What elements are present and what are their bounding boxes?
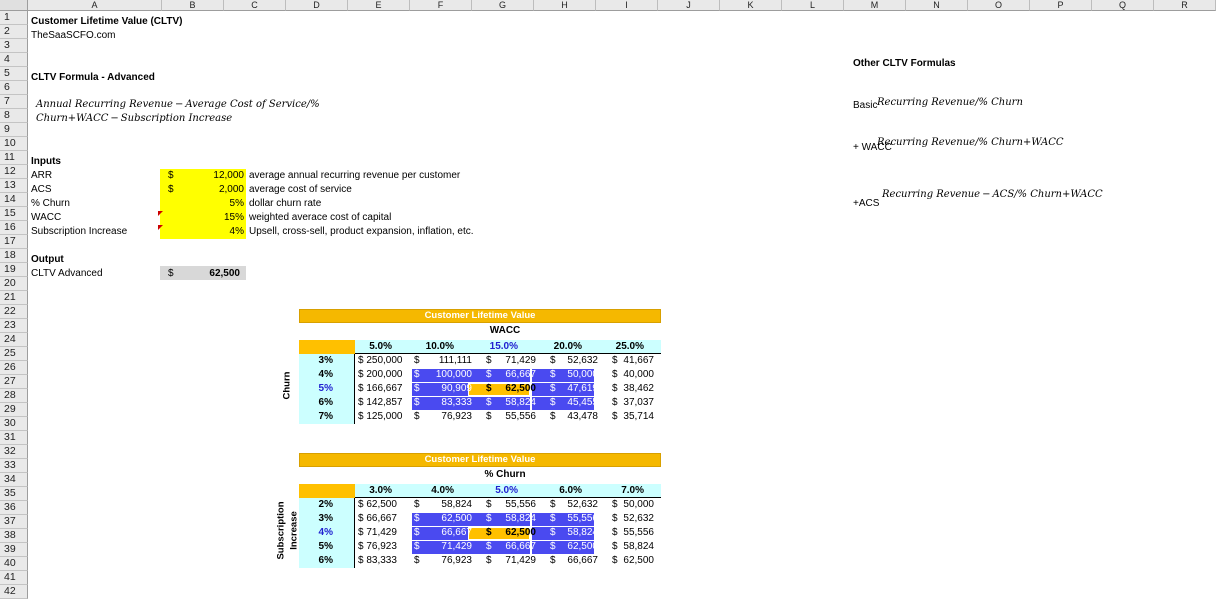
table1-column-header: 25.0% [615, 341, 644, 352]
table1-value-cell[interactable]: 43,478 [567, 411, 598, 422]
table2-value-cell[interactable]: $ [612, 555, 618, 566]
output-label: CLTV Advanced [31, 268, 103, 279]
column-header[interactable]: K [720, 0, 782, 11]
table1-row-header: 5% [318, 383, 333, 394]
table1-value-cell[interactable]: $ [486, 411, 492, 422]
table2-banner: Customer Lifetime Value [299, 453, 661, 467]
row-header[interactable]: 41 [0, 571, 28, 585]
table2-column-header: 6.0% [559, 485, 582, 496]
table1-value-cell[interactable]: 55,556 [505, 411, 536, 422]
table2-row-header: 6% [318, 555, 333, 566]
table1-column-header: 5.0% [369, 341, 392, 352]
table2-value-cell[interactable]: 52,632 [623, 513, 654, 524]
input-label: Subscription Increase [31, 226, 128, 237]
table1-column-header: 15.0% [489, 341, 518, 352]
table1-value-cell[interactable]: $ [414, 369, 420, 380]
column-header[interactable]: E [348, 0, 410, 11]
row-header[interactable]: 16 [0, 221, 28, 235]
row-header[interactable]: 26 [0, 361, 28, 375]
table2-value-cell[interactable]: 71,429 [505, 555, 536, 566]
output-heading: Output [31, 254, 64, 265]
formula-heading: CLTV Formula - Advanced [31, 72, 155, 83]
table2-value-cell[interactable]: $ [486, 527, 492, 538]
table2-row-header: 2% [318, 499, 333, 510]
other-basic-label: Basic [853, 100, 878, 111]
other-acs-label: +ACS [853, 198, 880, 209]
row-header[interactable]: 42 [0, 585, 28, 599]
table2-value-cell[interactable]: 66,667 [441, 527, 472, 538]
table2-value-cell[interactable]: 66,667 [505, 541, 536, 552]
row-header[interactable]: 36 [0, 501, 28, 515]
table2-corner-cell [299, 484, 355, 498]
table2-row-header: 5% [318, 541, 333, 552]
table2-value-cell[interactable]: $ 71,429 [358, 527, 397, 538]
table2-value-cell[interactable]: 52,632 [567, 499, 598, 510]
table1-value-cell[interactable]: $ [486, 355, 492, 366]
table2-side-label-1: Subscription [275, 501, 287, 560]
table1-value-cell[interactable]: $ [550, 397, 556, 408]
row-header[interactable]: 33 [0, 459, 28, 473]
table2-value-cell[interactable]: 76,923 [441, 555, 472, 566]
table2-value-cell[interactable]: $ [486, 541, 492, 552]
row-header[interactable]: 29 [0, 403, 28, 417]
table2-row-header: 3% [318, 513, 333, 524]
table1-value-cell[interactable]: $ [612, 369, 618, 380]
table1-value-cell[interactable]: 71,429 [505, 355, 536, 366]
row-header[interactable]: 35 [0, 487, 28, 501]
row-header[interactable]: 11 [0, 151, 28, 165]
column-header[interactable]: Q [1092, 0, 1154, 11]
row-header[interactable]: 25 [0, 347, 28, 361]
table2-value-cell[interactable]: $ [612, 513, 618, 524]
table2-value-cell[interactable]: 55,556 [623, 527, 654, 538]
output-dollar: $ [168, 268, 174, 279]
table1-value-cell[interactable]: 41,667 [623, 355, 654, 366]
column-header[interactable]: D [286, 0, 348, 11]
table2-value-cell[interactable]: 58,824 [623, 541, 654, 552]
table2-value-cell[interactable]: 55,556 [505, 499, 536, 510]
column-header[interactable]: C [224, 0, 286, 11]
table1-row-header: 4% [318, 369, 333, 380]
table2-column-header: 3.0% [369, 485, 392, 496]
table1-value-cell[interactable]: 62,500 [505, 383, 536, 394]
sheet-title: Customer Lifetime Value (CLTV) [31, 16, 183, 27]
table1-value-cell[interactable]: 47,619 [567, 383, 598, 394]
input-value[interactable]: 12,000 [213, 170, 244, 181]
table1-row-header: 6% [318, 397, 333, 408]
table1-value-cell[interactable]: $ [414, 411, 420, 422]
other-wacc-label: + WACC [853, 142, 892, 153]
column-header[interactable]: J [658, 0, 720, 11]
input-value[interactable]: 15% [223, 212, 244, 223]
input-label: WACC [31, 212, 62, 223]
other-acs-formula: Recurring Revenue − ACS/% Churn+WACC [882, 189, 1103, 200]
formula-line-2: Churn+WACC − Subscription Increase [36, 113, 233, 124]
table1-value-cell[interactable]: 83,333 [441, 397, 472, 408]
column-header[interactable]: M [844, 0, 906, 11]
row-header[interactable]: 27 [0, 375, 28, 389]
table2-value-cell[interactable]: 58,824 [567, 527, 598, 538]
table2-value-cell[interactable]: 58,824 [441, 499, 472, 510]
table2-value-cell[interactable]: $ [550, 541, 556, 552]
column-header[interactable]: R [1154, 0, 1216, 11]
table1-column-header: 20.0% [553, 341, 582, 352]
table2-value-cell[interactable]: 62,500 [441, 513, 472, 524]
table1-value-cell[interactable]: $ [414, 383, 420, 394]
table1-value-cell[interactable]: 40,000 [623, 369, 654, 380]
input-description: dollar churn rate [249, 198, 322, 209]
table2-value-cell[interactable]: 50,000 [623, 499, 654, 510]
row-header[interactable]: 31 [0, 431, 28, 445]
table1-value-cell[interactable]: $ [550, 355, 556, 366]
row-header[interactable]: 40 [0, 557, 28, 571]
table1-value-cell[interactable]: $ [550, 411, 556, 422]
row-header[interactable]: 1 [0, 11, 28, 25]
table2-value-cell[interactable]: $ [414, 555, 420, 566]
row-header[interactable]: 7 [0, 95, 28, 109]
table1-value-cell[interactable]: 38,462 [623, 383, 654, 394]
input-description: average annual recurring revenue per customer [249, 170, 461, 181]
table1-value-cell[interactable]: $ [486, 383, 492, 394]
input-dollar: $ [168, 170, 174, 181]
table1-value-cell[interactable]: 52,632 [567, 355, 598, 366]
table2-value-cell[interactable]: $ [550, 527, 556, 538]
row-header[interactable]: 9 [0, 123, 28, 137]
column-header[interactable]: I [596, 0, 658, 11]
row-header[interactable]: 19 [0, 263, 28, 277]
input-description: weighted averace cost of capital [249, 212, 392, 223]
table2-axis-label: % Churn [484, 469, 526, 480]
table1-value-cell[interactable]: $ [550, 383, 556, 394]
table2-row-header: 4% [318, 527, 333, 538]
output-value: 62,500 [209, 268, 240, 279]
table1-value-cell[interactable]: 100,000 [435, 369, 472, 380]
row-header[interactable]: 22 [0, 305, 28, 319]
table1-value-cell[interactable]: 35,714 [623, 411, 654, 422]
table1-banner: Customer Lifetime Value [299, 309, 661, 323]
column-header[interactable]: F [410, 0, 472, 11]
table2-value-cell[interactable]: 66,667 [567, 555, 598, 566]
table1-column-header: 10.0% [425, 341, 454, 352]
table1-value-cell[interactable]: $ [486, 369, 492, 380]
table1-value-cell[interactable]: $ [612, 411, 618, 422]
table1-row-header: 7% [318, 411, 333, 422]
comment-indicator-wacc[interactable] [158, 211, 163, 216]
table1-value-cell[interactable]: 90,909 [441, 383, 472, 394]
table1-value-cell[interactable]: $ [550, 369, 556, 380]
table1-value-cell[interactable]: $ [612, 355, 618, 366]
row-header[interactable]: 2 [0, 25, 28, 39]
table1-value-cell[interactable]: 45,455 [567, 397, 598, 408]
row-header[interactable]: 34 [0, 473, 28, 487]
row-header[interactable]: 21 [0, 291, 28, 305]
table2-value-cell[interactable]: 62,500 [623, 555, 654, 566]
input-label: % Churn [31, 198, 70, 209]
table2-value-cell[interactable]: $ [612, 541, 618, 552]
table1-value-cell[interactable]: 111,111 [438, 355, 472, 366]
other-wacc-formula: Recurring Revenue/% Churn+WACC [877, 137, 1064, 148]
formula-line-1: Annual Recurring Revenue − Average Cost of Service/% [36, 99, 320, 110]
column-header[interactable]: G [472, 0, 534, 11]
sheet-source: TheSaaSCFO.com [31, 30, 116, 41]
input-dollar: $ [168, 184, 174, 195]
table1-axis-label: WACC [489, 325, 521, 336]
table2-value-cell[interactable]: $ [550, 555, 556, 566]
table2-value-cell[interactable]: 71,429 [441, 541, 472, 552]
row-header[interactable]: 6 [0, 81, 28, 95]
row-header[interactable]: 13 [0, 179, 28, 193]
select-all-corner[interactable] [0, 0, 28, 11]
row-header[interactable]: 38 [0, 529, 28, 543]
table2-value-cell[interactable]: $ 62,500 [358, 499, 397, 510]
input-value[interactable]: 5% [229, 198, 244, 209]
table1-value-cell[interactable]: 66,667 [505, 369, 536, 380]
table1-value-cell[interactable]: $ 166,667 [358, 383, 403, 394]
table1-value-cell[interactable]: 50,000 [567, 369, 598, 380]
row-header[interactable]: 28 [0, 389, 28, 403]
table1-value-cell[interactable]: $ [414, 355, 420, 366]
input-value[interactable]: 2,000 [218, 184, 244, 195]
row-header[interactable]: 3 [0, 39, 28, 53]
table1-corner-cell [299, 340, 355, 354]
row-header[interactable]: 5 [0, 67, 28, 81]
table2-value-cell[interactable]: 58,824 [505, 513, 536, 524]
other-formulas-heading: Other CLTV Formulas [853, 58, 956, 69]
table2-column-header: 4.0% [431, 485, 454, 496]
row-header[interactable]: 32 [0, 445, 28, 459]
row-header[interactable]: 24 [0, 333, 28, 347]
column-header[interactable]: L [782, 0, 844, 11]
row-header[interactable]: 15 [0, 207, 28, 221]
row-header[interactable]: 10 [0, 137, 28, 151]
table1-value-cell[interactable]: 58,824 [505, 397, 536, 408]
row-header[interactable]: 14 [0, 193, 28, 207]
table2-value-cell[interactable]: $ 76,923 [358, 541, 397, 552]
row-header[interactable]: 12 [0, 165, 28, 179]
row-header[interactable]: 39 [0, 543, 28, 557]
table1-value-cell[interactable]: $ 200,000 [358, 369, 403, 380]
inputs-heading: Inputs [31, 156, 61, 167]
column-header[interactable]: B [162, 0, 224, 11]
table2-column-header: 7.0% [621, 485, 644, 496]
table2-value-cell[interactable]: $ [414, 541, 420, 552]
input-description: average cost of service [249, 184, 352, 195]
row-header[interactable]: 30 [0, 417, 28, 431]
row-header[interactable]: 20 [0, 277, 28, 291]
input-value[interactable]: 4% [229, 226, 244, 237]
row-header[interactable]: 18 [0, 249, 28, 263]
table2-value-cell[interactable]: $ 66,667 [358, 513, 397, 524]
table2-value-cell[interactable]: $ [414, 527, 420, 538]
table2-value-cell[interactable]: $ 83,333 [358, 555, 397, 566]
row-header[interactable]: 8 [0, 109, 28, 123]
table1-value-cell[interactable]: $ 250,000 [358, 355, 403, 366]
table2-value-cell[interactable]: $ [486, 499, 492, 510]
input-label: ARR [31, 170, 53, 181]
row-header[interactable]: 23 [0, 319, 28, 333]
column-header[interactable]: A [28, 0, 162, 11]
table1-value-cell[interactable]: $ [612, 397, 618, 408]
table2-value-cell[interactable]: 62,500 [567, 541, 598, 552]
table2-value-cell[interactable]: $ [414, 499, 420, 510]
table1-value-cell[interactable]: 76,923 [441, 411, 472, 422]
table2-value-cell[interactable]: $ [550, 513, 556, 524]
other-basic-formula: Recurring Revenue/% Churn [877, 97, 1023, 108]
table2-value-cell[interactable]: $ [612, 499, 618, 510]
table1-value-cell[interactable]: $ 125,000 [358, 411, 403, 422]
column-header[interactable]: N [906, 0, 968, 11]
table1-row-header: 3% [318, 355, 333, 366]
row-header[interactable]: 4 [0, 53, 28, 67]
table1-value-cell[interactable]: $ [414, 397, 420, 408]
table2-column-header: 5.0% [495, 485, 518, 496]
table2-value-cell[interactable]: $ [414, 513, 420, 524]
input-label: ACS [31, 184, 52, 195]
column-header[interactable]: H [534, 0, 596, 11]
table1-side-label: Churn [281, 371, 293, 400]
table2-value-cell[interactable]: $ [612, 527, 618, 538]
input-description: Upsell, cross-sell, product expansion, inflation, etc. [249, 226, 474, 237]
column-header[interactable]: O [968, 0, 1030, 11]
table1-value-cell[interactable]: $ 142,857 [358, 397, 403, 408]
table2-side-label-2: Increase [288, 511, 300, 550]
table1-value-cell[interactable]: $ [612, 383, 618, 394]
table2-value-cell[interactable]: $ [486, 513, 492, 524]
table2-value-cell[interactable]: 62,500 [505, 527, 536, 538]
column-header[interactable]: P [1030, 0, 1092, 11]
row-header[interactable]: 17 [0, 235, 28, 249]
comment-indicator-subscription[interactable] [158, 225, 163, 230]
table2-value-cell[interactable]: $ [550, 499, 556, 510]
table2-value-cell[interactable]: 55,556 [567, 513, 598, 524]
table2-value-cell[interactable]: $ [486, 555, 492, 566]
row-header[interactable]: 37 [0, 515, 28, 529]
table1-value-cell[interactable]: $ [486, 397, 492, 408]
table1-value-cell[interactable]: 37,037 [623, 397, 654, 408]
